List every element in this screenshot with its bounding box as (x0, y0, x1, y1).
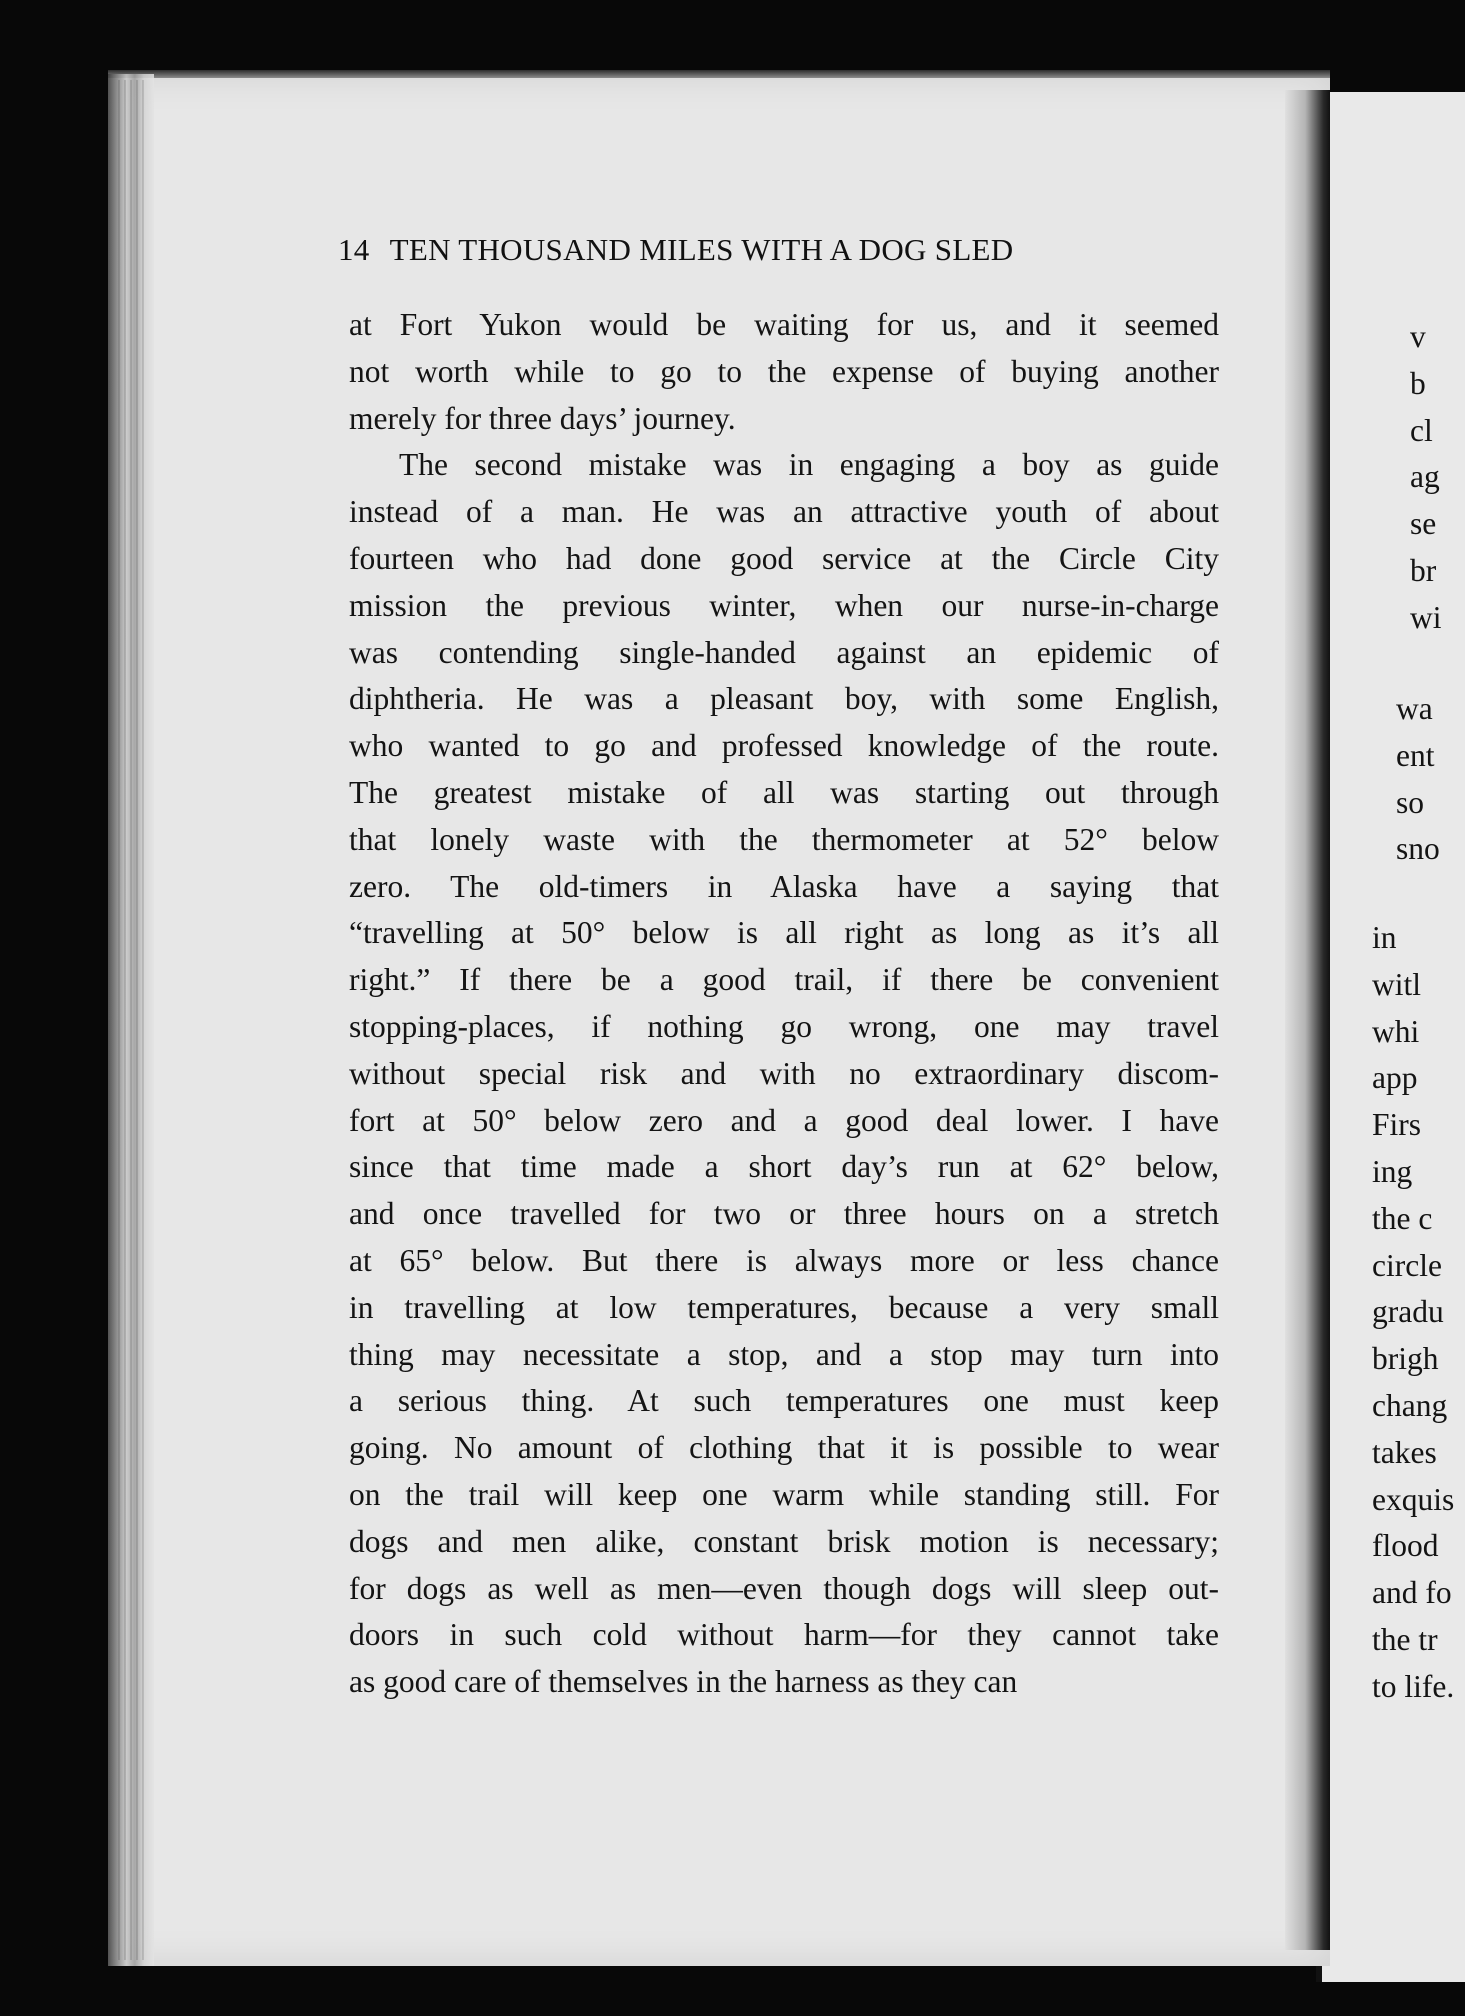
text-line: since that time made a short day’s run at 62° below, (349, 1149, 1219, 1185)
facing-page-fragment: se (1410, 506, 1437, 542)
text-line: who wanted to go and professed knowledge of the route. (349, 728, 1219, 764)
text-line: and once travelled for two or three hours on a stretch (349, 1196, 1219, 1232)
facing-page-fragment: b (1410, 365, 1426, 401)
facing-page-fragment: flood (1372, 1528, 1439, 1564)
text-line: not worth while to go to the expense of buying another (349, 353, 1219, 389)
text-line: stopping-places, if nothing go wrong, one may travel (349, 1008, 1219, 1044)
facing-page-fragment: exquis (1372, 1481, 1455, 1517)
text-line: The second mistake was in engaging a boy as guide (399, 447, 1219, 483)
text-line: going. No amount of clothing that it is possible to wear (349, 1430, 1219, 1466)
book-title: TEN THOUSAND MILES WITH A DOG SLED (389, 232, 1014, 267)
facing-page-fragment-group (1372, 915, 1465, 1711)
facing-page-fragment: ent (1396, 737, 1435, 773)
facing-page-fragment: in (1372, 920, 1397, 955)
facing-page-fragment: ag (1410, 459, 1440, 495)
facing-page-fragment: app (1372, 1060, 1418, 1096)
text-line: right.” If there be a good trail, if there be convenient (349, 962, 1219, 998)
facing-page-fragment: circle (1372, 1247, 1442, 1283)
facing-page-fragment: wa (1396, 691, 1433, 726)
facing-page-fragment: gradu (1372, 1294, 1444, 1330)
text-line: merely for three days’ journey. (349, 400, 736, 436)
text-line: “travelling at 50° below is all right as long as it’s all (349, 915, 1219, 951)
facing-page-fragment: to life. (1372, 1668, 1455, 1704)
text-line: in travelling at low temperatures, because a very small (349, 1289, 1219, 1325)
text-line: that lonely waste with the thermometer at 52° below (349, 821, 1219, 857)
text-line: fort at 50° below zero and a good deal lower. I have (349, 1102, 1219, 1138)
body-text (349, 302, 1219, 1706)
text-line: a serious thing. At such temperatures one must keep (349, 1383, 1219, 1419)
text-line: thing may necessitate a stop, and a stop may turn into (349, 1336, 1219, 1372)
facing-page-fragment: brigh (1372, 1341, 1439, 1377)
facing-page-fragment: wi (1410, 599, 1442, 635)
facing-page-fragment-group (1396, 686, 1465, 873)
facing-page-fragment: sno (1396, 831, 1440, 867)
facing-page-fragment: so (1396, 784, 1425, 820)
text-line: zero. The old-timers in Alaska have a saying that (349, 868, 1219, 904)
text-line: for dogs as well as men—even though dogs will sleep out- (349, 1570, 1219, 1606)
page-top-edge (108, 70, 1330, 78)
page-number: 14 (338, 232, 370, 267)
facing-page-fragment: the c (1372, 1200, 1433, 1236)
facing-page-fragment: Firs (1372, 1107, 1422, 1143)
text-line: The greatest mistake of all was starting out through (349, 774, 1219, 810)
facing-page-fragment: chang (1372, 1387, 1448, 1423)
text-line: without special risk and with no extraordinary discom- (349, 1055, 1219, 1091)
text-line: was contending single-handed against an epidemic of (349, 634, 1219, 670)
binding-texture (118, 80, 148, 1960)
text-line: instead of a man. He was an attractive youth of about (349, 494, 1219, 530)
facing-page-fragment: takes (1372, 1434, 1437, 1470)
running-head (338, 232, 1238, 268)
text-line: at Fort Yukon would be waiting for us, and it seemed (349, 307, 1219, 342)
text-line: at 65° below. But there is always more or less chance (349, 1242, 1219, 1278)
text-line: dogs and men alike, constant brisk motion is necessary; (349, 1523, 1219, 1559)
facing-page-fragment: br (1410, 552, 1437, 588)
text-line: on the trail will keep one warm while standing still. For (349, 1476, 1219, 1512)
facing-page-fragment: ing (1372, 1153, 1413, 1189)
page-right-edge (1285, 90, 1330, 1950)
text-line: diphtheria. He was a pleasant boy, with some English, (349, 681, 1219, 717)
facing-page-fragment: whi (1372, 1013, 1420, 1049)
facing-page-fragment: v (1410, 319, 1426, 354)
facing-page-fragment: cl (1410, 412, 1433, 448)
text-line: mission the previous winter, when our nurse-in-charge (349, 587, 1219, 623)
facing-page-fragment: and fo (1372, 1575, 1452, 1611)
facing-page-fragment-group (1410, 314, 1465, 642)
facing-page-fragment: the tr (1372, 1621, 1438, 1657)
text-line: fourteen who had done good service at the Circle City (349, 540, 1219, 576)
text-line: as good care of themselves in the harness as they can (349, 1664, 1018, 1700)
facing-page-fragment: witl (1372, 966, 1422, 1002)
text-line: doors in such cold without harm—for they cannot take (349, 1617, 1219, 1653)
